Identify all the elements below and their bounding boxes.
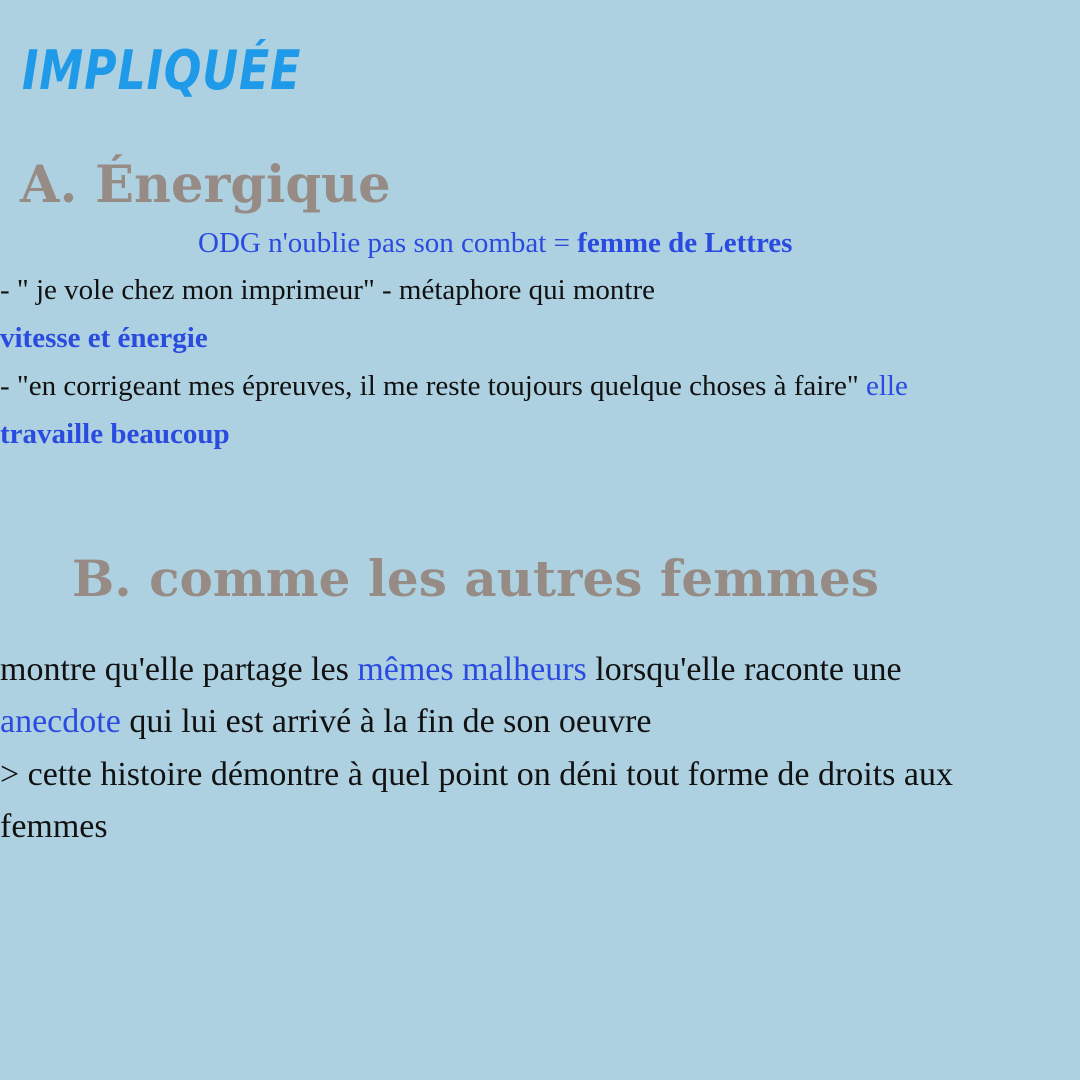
bullet-2-emphasis: travaille beaucoup bbox=[0, 418, 230, 450]
bullet-2-line bbox=[0, 369, 908, 403]
page-title: IMPLIQUÉE bbox=[22, 39, 302, 102]
section-b-heading: B. comme les autres femmes bbox=[72, 549, 879, 608]
section-b-line-1 bbox=[0, 650, 902, 690]
bullet-1-emphasis: vitesse et énergie bbox=[0, 322, 208, 354]
bullet-2-text: - "en corrigeant mes épreuves, il me reste toujours quelque choses à faire" bbox=[0, 370, 866, 402]
section-a-heading: A. Énergique bbox=[20, 155, 391, 215]
odg-prefix: ODG n'oublie pas son combat = bbox=[198, 227, 578, 259]
bullet-2-blue: elle bbox=[865, 370, 908, 402]
line1-text-b: lorsqu'elle raconte une bbox=[586, 651, 902, 688]
odg-line bbox=[198, 226, 792, 260]
section-b-line-3: > cette histoire démontre à quel point on déni tout forme de droits aux bbox=[0, 756, 953, 793]
line2-blue: anecdote bbox=[0, 703, 121, 740]
line1-blue: mêmes malheurs bbox=[357, 651, 587, 688]
bullet-1-text: - " je vole chez mon imprimeur" - métaphore qui montre bbox=[0, 274, 656, 306]
section-b-line-4: femmes bbox=[0, 808, 108, 845]
line1-text-a: montre qu'elle partage les bbox=[0, 651, 358, 688]
section-b-line-2 bbox=[0, 702, 651, 742]
line2-text: qui lui est arrivé à la fin de son oeuvre bbox=[120, 703, 652, 740]
odg-emphasis: femme de Lettres bbox=[577, 227, 793, 259]
